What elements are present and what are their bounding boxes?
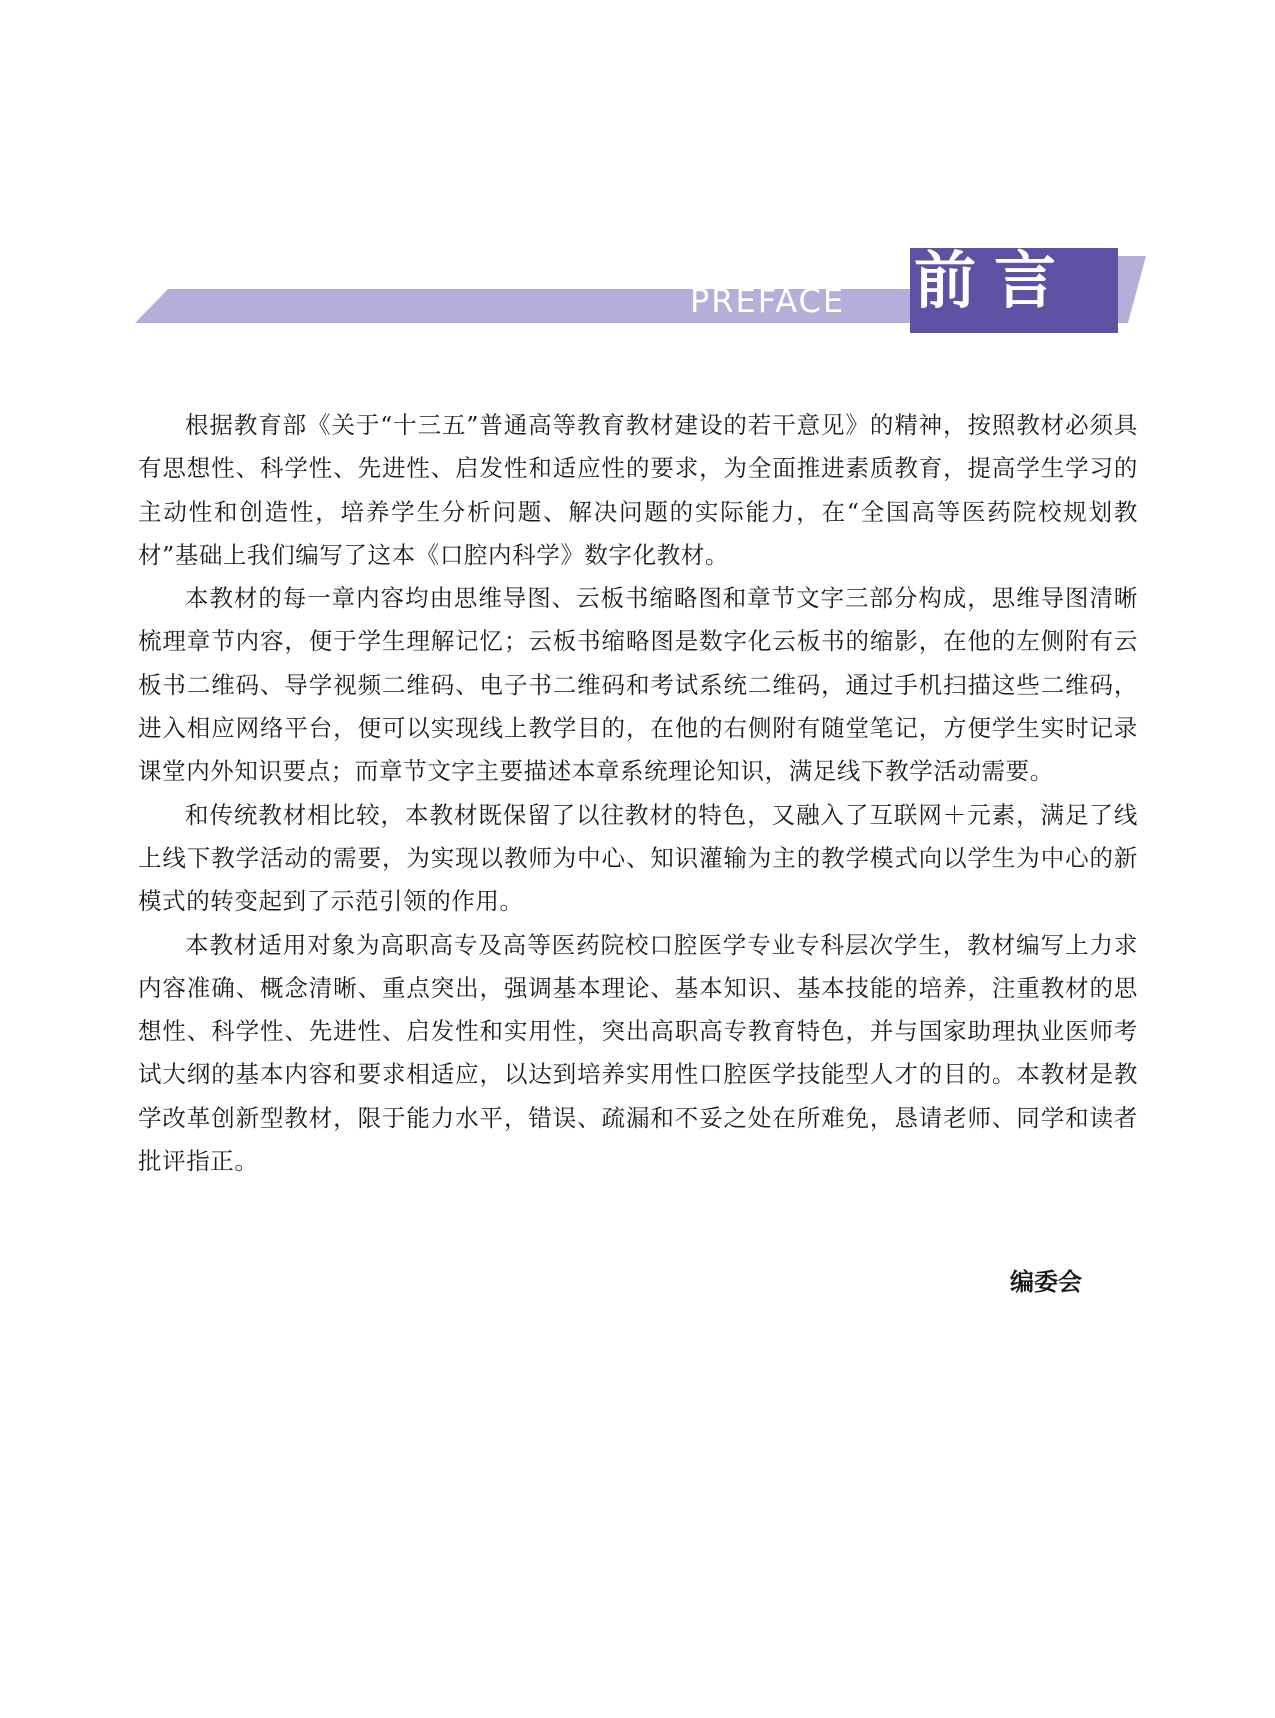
editorial-committee-signature: 编委会	[1010, 1268, 1082, 1296]
preface-body	[138, 404, 1138, 1183]
paragraph-4: 本教材适用对象为高职高专及高等医药院校口腔医学专业专科层次学生，教材编写上力求内容准确、概念清晰、重点突出，强调基本理论、基本知识、基本技能的培养，注重教材的思想性、科学性、先进性、启发性和实用性，突出高职高专教育特色，并与国家助理执业医师考试大纲的基本内容和要求相适应，以达到培养实用性口腔医学技能型人才的目的。本教材是教学改革创新型教材，限于能力水平，错误、疏漏和不妥之处在所难免，恳请老师、同学和读者批评指正。	[138, 930, 1138, 1176]
paragraph-3: 和传统教材相比较，本教材既保留了以往教材的特色，又融入了互联网＋元素，满足了线上线下教学活动的需要，为实现以教师为中心、知识灌输为主的教学模式向以学生为中心的新模式的转变起到了示范引领的作用。	[138, 800, 1138, 916]
preface-english-title: PREFACE	[690, 282, 846, 320]
paragraph-1: 根据教育部《关于“十三五”普通高等教育教材建设的若干意见》的精神，按照教材必须具有思想性、科学性、先进性、启发性和适应性的要求，为全面推进素质教育，提高学生学习的主动性和创造性，培养学生分析问题、解决问题的实际能力，在“全国高等医药院校规划教材”基础上我们编写了这本《口腔内科学》数字化教材。	[138, 411, 1138, 569]
preface-chinese-title: 前言	[914, 244, 1075, 317]
paragraph-2: 本教材的每一章内容均由思维导图、云板书缩略图和章节文字三部分构成，思维导图清晰梳理章节内容，便于学生理解记忆；云板书缩略图是数字化云板书的缩影，在他的左侧附有云板书二维码、导学视频二维码、电子书二维码和考试系统二维码，通过手机扫描这些二维码，进入相应网络平台，便可以实现线上教学目的，在他的右侧附有随堂笔记，方便学生实时记录课堂内外知识要点；而章节文字主要描述本章系统理论知识，满足线下教学活动需要。	[138, 584, 1138, 786]
preface-header-band	[0, 0, 1275, 340]
